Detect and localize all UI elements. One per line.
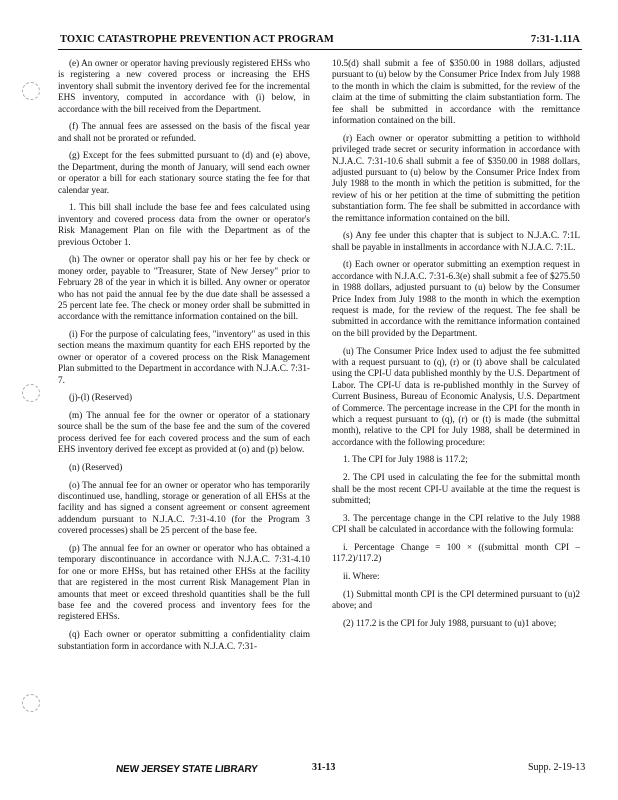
- paragraph-r: (r) Each owner or operator submitting a petition to withhold privileged trade secret or security information in accordance with N.J.A.C. 7:31-10.6 shall submit a fee of $350.00 in 1988 dollars, adjusted pursuant to (u) below by the Consumer Price Index from July 1988 to the month in which the petition is submitted, for the review of his or her petition at the time of submitting the petition substantiation form. The fee shall be submitted in accordance with the remittance information contained on the bill.: [332, 132, 580, 223]
- page-number: 31-13: [312, 762, 336, 773]
- paragraph-u: (u) The Consumer Price Index used to adjust the fee submitted with a request pursuant to (q), (r) or (t) above shall be calculated using the CPI-U data published monthly by the U.S. Department of Labor. The CPI-U data is re-published monthly in the Survey of Current Business, Bureau of Economic Analysis, U.S. Department of Commerce. The percentage increase in the CPI for the month in which a request pursuant to (q), (r) or (t) is made (the submittal month), relative to the CPI for July 1988, shall be determined in accordance with the following procedure:: [332, 345, 580, 447]
- punch-hole-mark: [22, 694, 40, 712]
- paragraph-g-1: 1. This bill shall include the base fee and fees calculated using inventory and covered process data from the owner or operator's Risk Management Plan on file with the Department as of the previous October 1.: [58, 202, 310, 247]
- paragraph-o: (o) The annual fee for an owner or operator who has temporarily discontinued use, handling, storage or generation of all EHSs at the facility and has signed a consent agreement or consent agreement addendum pursuant to N.J.A.C. 7:31-4.10 (for the Program 3 covered processes) shall be 25 percent of the base fee.: [58, 479, 310, 536]
- paragraph-j-l: (j)-(l) (Reserved): [69, 392, 133, 403]
- page-footer: [0, 762, 618, 780]
- paragraph-t: (t) Each owner or operator submitting an exemption request in accordance with N.J.A.C. 7:31-6.3(e) shall submit a fee of $275.50 in 1988 dollars, adjusted pursuant to (u) below by the Consumer Price Index from July 1988 to the month in which the exemption request is made, for the review of the request. The fee shall be submitted in accordance with the remittance information contained on the bill provided by the Department.: [332, 259, 580, 338]
- paragraph-e: (e) An owner or operator having previously registered EHSs who is registering a new covered process or increasing the EHS inventory shall submit the inventory derived fee for the incremental EHS inventory, computed in accordance with (i) below, in accordance with the bill received from the Department.: [58, 58, 310, 114]
- paragraph-u-1: 1. The CPI for July 1988 is 117.2;: [343, 454, 468, 465]
- paragraph-g: (g) Except for the fees submitted pursuant to (d) and (e) above, the Department, during the month of January, will send each owner or operator a bill for each stationary source stating the fee for that calendar year.: [58, 150, 310, 195]
- paragraph-u-3-ii-2: (2) 117.2 is the CPI for July 1988, pursuant to (u)1 above;: [343, 617, 557, 628]
- paragraph-q-continued: 10.5(d) shall submit a fee of $350.00 in 1988 dollars, adjusted pursuant to (u) below by the Consumer Price Index from July 1988 to the month in which the claim is submitted, for the review of the claim at the time of submitting the claim substantiation form. The fee shall be submitted in accordance with the remittance information contained on the bill.: [332, 58, 580, 126]
- paragraph-u-3: 3. The percentage change in the CPI relative to the July 1988 CPI shall be calculated in accordance with the following formula:: [332, 512, 580, 535]
- paragraph-m: (m) The annual fee for the owner or operator of a stationary source shall be the sum of the base fee and the sum of the covered process derived fee for each covered process and the sum of each EHS inventory derived fee except as provided at (o) and (p) below.: [58, 410, 310, 455]
- paragraph-u-3-i-formula: i. Percentage Change = 100 × ((submittal month CPI – 117.2)/117.2): [332, 541, 580, 564]
- running-header: [60, 34, 580, 48]
- paragraph-u-3-ii: ii. Where:: [343, 570, 380, 581]
- paragraph-i: (i) For the purpose of calculating fees, "inventory" as used in this section means the maximum quantity for each EHS reported by the owner or operator of a covered process on the Risk Management Plan submitted to the Department in accordance with N.J.A.C. 7:31-7.: [58, 329, 310, 385]
- header-title: TOXIC CATASTROPHE PREVENTION ACT PROGRAM: [60, 34, 334, 45]
- paragraph-p: (p) The annual fee for an owner or operator who has obtained a temporary discontinuance in accordance with N.J.A.C. 7:31-4.10 for one or more EHSs, but has retained other EHSs at the facility that are registered in the most current Risk Management Plan in amounts that meet or exceed threshold quantities shall be the full base fee and the covered process and inventory fees for the registered EHSs.: [58, 543, 310, 622]
- paragraph-u-2: 2. The CPI used in calculating the fee for the submittal month shall be the most recent CPI-U available at the time the request is submitted;: [332, 472, 580, 505]
- paragraph-u-3-ii-1: (1) Submittal month CPI is the CPI determined pursuant to (u)2 above; and: [332, 588, 580, 611]
- paragraph-s: (s) Any fee under this chapter that is subject to N.J.A.C. 7:1L shall be payable in installments in accordance with N.J.A.C. 7:1L.: [332, 230, 580, 252]
- left-column: [58, 58, 310, 658]
- punch-hole-mark: [22, 82, 40, 100]
- header-rule: [58, 49, 582, 50]
- paragraph-f: (f) The annual fees are assessed on the basis of the fiscal year and shall not be prorated or refunded.: [58, 121, 310, 143]
- paragraph-q: (q) Each owner or operator submitting a confidentiality claim substantiation form in accordance with N.J.A.C. 7:31-: [58, 629, 310, 651]
- header-section-number: 7:31-1.11A: [530, 34, 580, 45]
- library-stamp: NEW JERSEY STATE LIBRARY: [115, 764, 259, 775]
- punch-hole-mark: [22, 384, 40, 402]
- paragraph-n: (n) (Reserved): [69, 461, 123, 472]
- supplement-date: Supp. 2-19-13: [528, 762, 586, 773]
- paragraph-h: (h) The owner or operator shall pay his or her fee by check or money order, payable to "Treasurer, State of New Jersey" prior to February 28 of the year in which it is billed. Any owner or operator who has not paid the annual fee by the due date shall be assessed a 25 percent late fee. The check or money order shall be submitted in accordance with the remittance information contained on the bill.: [58, 254, 310, 322]
- right-column: [332, 58, 580, 635]
